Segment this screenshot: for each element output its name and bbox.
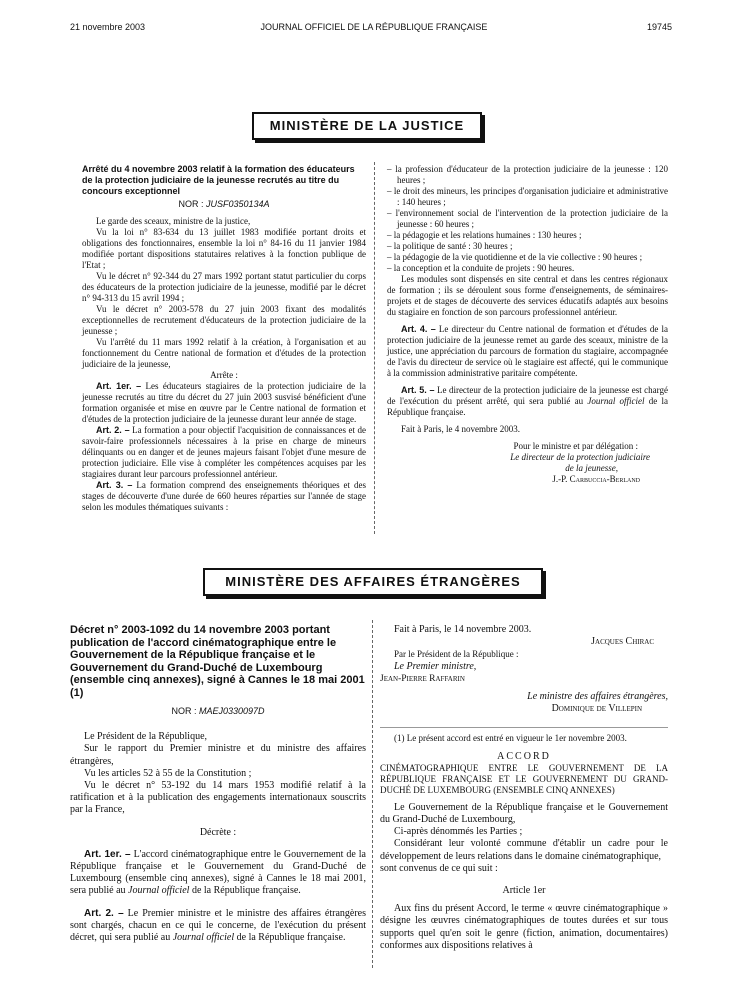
visa-paragraph: Vu le décret n° 92-344 du 27 mars 1992 portant statut particulier du corps des éducateurs de la protection judiciaire de la jeunesse, modifié par le décret n° 94-313 du 15 avril 1994 ; (82, 271, 366, 303)
article-label: Art. 2. – (96, 425, 130, 435)
decree-paragraph: Vu le décret n° 53-192 du 14 mars 1953 modifié relatif à la ratification et à la publication des engagements internationaux souscrits par la France, (70, 780, 366, 816)
article-label: Art. 1er. – (96, 381, 142, 391)
president-name: Jacques Chirac (591, 636, 654, 648)
visa-paragraph: Le garde des sceaux, ministre de la justice, (96, 216, 251, 226)
decree-title: Décret n° 2003-1092 du 14 novembre 2003 portant publication de l'accord cinématographique entre le Gouvernement de la République française et le Gouvernement du Grand-Duché de Luxembourg (ensemble cinq annexes), signé à Cannes le 18 mai 2001 (1) (70, 624, 365, 699)
article-label: Art. 2. – (84, 907, 124, 919)
by-president-line: Par le Président de la République : (394, 649, 519, 660)
signature-title: Le directeur de la protection judiciaire (510, 452, 650, 462)
column-divider (372, 620, 373, 968)
page-number: 19745 (646, 22, 672, 32)
justice-left-column (82, 164, 366, 513)
article-text: de la République française. (234, 932, 346, 944)
decrete-word: Décrète : (199, 826, 237, 838)
nor-line (82, 199, 366, 210)
modules-note: Les modules sont dispensés en site central et dans les centres régionaux de formation ; ils se déroulent sous forme d'enseignements, de séminaires-projets et de stages de découverte des services éducatifs adaptés aux besoins du stagiaire en fonction de son parcours professionnel antérieur. (387, 274, 668, 317)
article-label: Art. 3. – (96, 480, 133, 490)
visa-paragraph: Vu le décret n° 2003-578 du 27 juin 2003 fixant des modalités exceptionnelles de recrutement d'éducateurs de la protection judiciaire de la jeunesse ; (82, 304, 366, 336)
nor-line (70, 705, 366, 717)
accord-paragraph: Considérant leur volonté commune d'établir un cadre pour le développement de leurs relations dans le domaine cinématographique, (380, 838, 668, 862)
prime-minister-name: Jean-Pierre Raffarin (380, 673, 465, 684)
nor-code: JUSF0350134A (205, 199, 270, 209)
article-3 (82, 480, 366, 513)
module-item: – la pédagogie de la vie quotidienne et de la vie collective : 90 heures ; (387, 252, 643, 262)
article-text: Les éducateurs stagiaires de la protection judiciaire de la jeunesse recrutés au titre du décret du 27 juin 2003 susvisé bénéficient d'une formation organisée et mise en œuvre par le Centre national de formation et d'études de la protection judiciaire de la jeunesse durant leur année de stage. (82, 381, 366, 424)
article-text: de la République française. (387, 396, 668, 417)
signature-delegation: Pour le ministre et par délégation : (513, 441, 638, 451)
article-label: Art. 4. – (401, 324, 436, 334)
journal-officiel-ref: Journal officiel (128, 885, 190, 897)
article-4 (387, 324, 668, 379)
justice-right-column (387, 164, 668, 485)
page-date: 21 novembre 2003 (70, 22, 146, 32)
journal-title: JOURNAL OFFICIEL DE LA RÉPUBLIQUE FRANÇAISE (260, 22, 488, 32)
decree-article-1 (70, 849, 366, 898)
module-item: – la pédagogie et les relations humaines : 130 heures ; (387, 230, 582, 240)
accord-paragraph: Ci-après dénommés les Parties ; (394, 826, 523, 838)
accord-paragraph: sont convenus de ce qui suit : (380, 862, 498, 874)
article-text: Le directeur du Centre national de formation et d'études de la protection judiciaire de la jeunesse remet au garde des sceaux, ministre de la justice, une appréciation du parcours de formation du stagiaire, accompagnée de l'avis du directeur de service où le stagiaire est affecté, qui le communique à la commission administrative paritaire compétente. (387, 324, 669, 378)
foreign-minister-name: Dominique de Villepin (551, 703, 642, 715)
nor-code: MAEJ0330097D (198, 706, 265, 716)
decree-right-column (380, 624, 668, 952)
article-5 (387, 385, 668, 418)
foreign-minister-title: Le ministre des affaires étrangères, (527, 691, 668, 703)
arrete-title: Arrêté du 4 novembre 2003 relatif à la formation des éducateurs de la protection judiciaire de la jeunesse recrutés au titre du concours exceptionnel (82, 164, 355, 196)
accord-paragraph: Le Gouvernement de la République française et le Gouvernement du Grand-Duché de Luxembourg, (380, 801, 668, 826)
module-item: – l'environnement social de l'intervention de la protection judiciaire de la jeunesse : 60 heures ; (387, 208, 668, 229)
module-item: – la politique de santé : 30 heures ; (387, 241, 513, 251)
module-item: – la profession d'éducateur de la protection judiciaire de la jeunesse : 120 heures ; (387, 164, 668, 185)
article-text: La formation comprend des enseignements théoriques et des stages de découverte d'une durée de 660 heures réparties sur l'année de stage selon les modules thématiques suivants : (82, 480, 367, 512)
journal-officiel-ref: Journal officiel (587, 396, 645, 406)
decree-paragraph: Le Président de la République, (84, 731, 208, 743)
prime-minister-title: Le Premier ministre, (394, 660, 477, 672)
article-text: L'accord cinématographique entre le Gouvernement de la République française et le Gouvernement du Grand-Duché de Luxembourg (ensemble cinq annexes), signé à Cannes le 18 mai 2001, sera publié au (70, 848, 366, 897)
ministry-foreign-affairs-heading: MINISTÈRE DES AFFAIRES ÉTRANGÈRES (203, 568, 543, 596)
visa-paragraph: Vu la loi n° 83-634 du 13 juillet 1983 modifiée portant droits et obligations des fonctionnaires, ensemble la loi n° 84-16 du 11 janvier 1984 modifiée portant dispositions statutaires relatives à la fonction publique de l'Etat ; (82, 227, 366, 270)
article-text: Le directeur de la protection judiciaire de la jeunesse est chargé de l'exécution du présent arrêté, qui sera publié au (387, 385, 669, 406)
visa-paragraph: Vu l'arrêté du 11 mars 1992 relatif à la création, à l'organisation et au fonctionnement du Centre national de formation et d'études de la protection judiciaire de la jeunesse, (82, 337, 366, 369)
arrete-word: Arrête : (210, 370, 238, 380)
nor-label: NOR : (171, 706, 197, 716)
module-item: – le droit des mineurs, les principes d'organisation judiciaire et administrative : 140 heures ; (387, 186, 668, 207)
done-at-line: Fait à Paris, le 14 novembre 2003. (394, 624, 532, 635)
article-text: Le Premier ministre et le ministre des affaires étrangères sont chargés, chacun en ce qui le concerne, de l'exécution du présent décret, qui sera publié au (70, 907, 366, 944)
article-label: Art. 1er. – (84, 848, 131, 860)
article-text: La formation a pour objectif l'acquisition de connaissances et de savoir-faire professionnels nécessaires à la prise en charge de mineurs délinquants ou en danger et de jeunes majeurs faisant l'objet d'une mesure de protection judiciaire. Elle vise à compléter les compétences acquises par les stagiaires durant leur parcours professionnel antérieur. (82, 425, 367, 479)
article-label: Art. 5. – (401, 385, 435, 395)
article-2 (82, 425, 366, 480)
footnote: (1) Le présent accord est entré en vigueur le 1er novembre 2003. (394, 733, 627, 744)
accord-title: CINÉMATOGRAPHIQUE ENTRE LE GOUVERNEMENT DE LA RÉPUBLIQUE FRANÇAISE ET LE GOUVERNEMENT DU GRAND-DUCHÉ DE LUXEMBOURG (ENSEMBLE CINQ ANNEXES) (380, 762, 668, 795)
article-text: de la République française. (189, 885, 301, 897)
done-at-line: Fait à Paris, le 4 novembre 2003. (401, 424, 520, 434)
journal-officiel-ref: Journal officiel (172, 932, 235, 944)
nor-label: NOR : (178, 199, 204, 209)
decree-paragraph: Sur le rapport du Premier ministre et du ministre des affaires étrangères, (70, 743, 366, 767)
footnote-divider (380, 727, 668, 728)
accord-article-1-text: Aux fins du présent Accord, le terme « œuvre cinématographique » désigne les œuvres cinématographiques de toutes durées et sur tous supports quel qu'en soit le genre (fiction, animation, documentaires) conformes aux dispositions relatives à (380, 903, 668, 951)
signature-title-cont: de la jeunesse, (565, 463, 618, 473)
accord-heading: ACCORD (497, 750, 551, 762)
decree-paragraph: Vu les articles 52 à 55 de la Constitution ; (84, 767, 252, 779)
module-item: – la conception et la conduite de projets : 90 heures. (387, 263, 575, 273)
decree-left-column (70, 624, 366, 944)
signature-name: J.-P. Carbuccia-Berland (552, 474, 640, 484)
article-1 (82, 381, 366, 425)
ministry-justice-heading: MINISTÈRE DE LA JUSTICE (252, 112, 482, 140)
article-1-heading: Article 1er (502, 885, 546, 897)
column-divider (374, 162, 375, 534)
decree-article-2 (70, 908, 366, 945)
